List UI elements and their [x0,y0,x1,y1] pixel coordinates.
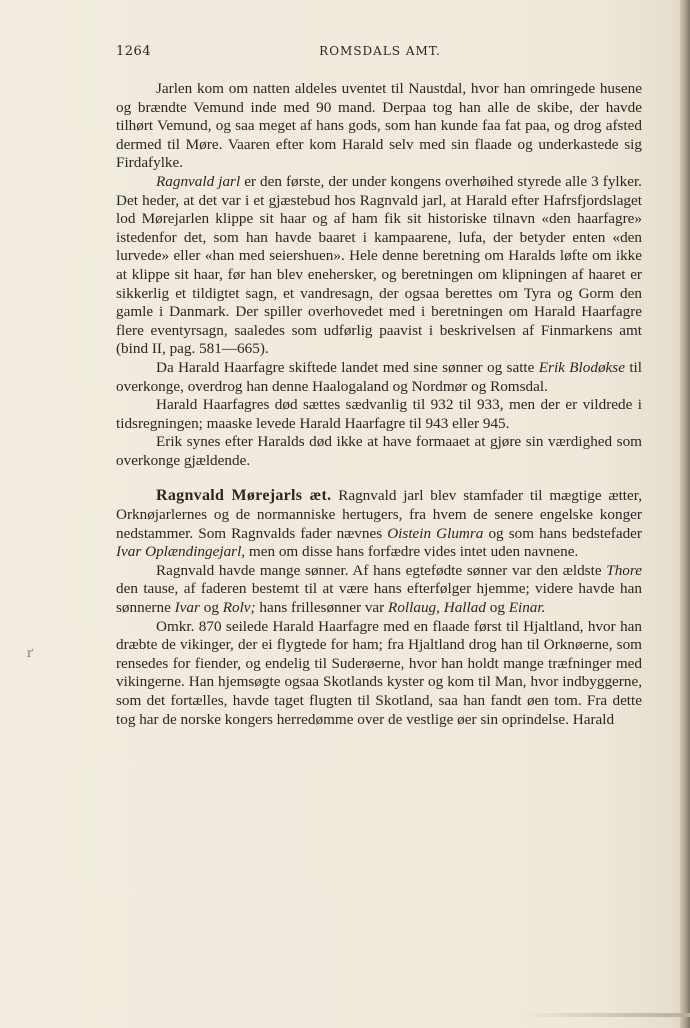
paragraph [116,562,642,618]
text-run: men om disse hans forfædre vides intet uden navnene. [245,543,579,561]
text-run: Harald Haarfagres død sættes sædvanlig til 932 til 933, men der er vildrede i tidsregningen; maaske levede Harald Haarfagre til 943 eller 945. [116,396,642,432]
italic-name: Erik Blodøkse [538,358,625,376]
text-run: Erik synes efter Haralds død ikke at have formaaet at gjøre sin værdighed som overkonge gjældende. [116,433,642,469]
text-run: og [199,599,223,617]
italic-name: Thore [606,561,642,579]
italic-name: Einar. [508,599,546,617]
italic-name: Ivar [174,599,200,617]
text-run: Ragnvald jarl blev stamfader til mægtige ætter, Orknøjarlernes og de normanniske hertugers, fra hvem de senere engelske konger nedstammer. Som Ragnvalds fader nævnes [116,487,642,542]
paragraph [116,173,642,359]
paragraph [116,80,642,173]
body-text [116,80,642,729]
paragraph [116,359,642,396]
paragraph [116,618,642,730]
paragraph [116,396,642,433]
page-number: 1264 [116,44,152,59]
text-run: Da Harald Haarfagre skiftede landet med sine sønner og satte [156,358,539,376]
page-edge [680,0,690,1028]
text-run: er den første, der under kongens overhøihed styrede alle 3 fylker. Det heder, at det var i et gjæstebud hos Ragnvald jarl, at Harald efter Hafrsfjordslaget lod Mørejarlen klippe sit haar og af ham fik sit historiske tilnavn «den haarfagre» istedenfor det, som han havde baaret i kampaarene, lufa, der betyder enten «den lurvede» eller «han med seiershuen». Hele denne beretning om Haralds løfte om ikke at klippe sit haar, før han blev enehersker, og beretningen om klipningen af haaret er sikkerlig et tildigtet sagn, et vandresagn, der ogsaa berettes om Tyra og Gorm den gamle i Danmark. Der spiller overhovedet med i beretningen om Harald Haarfagre flere eventyrsagn, saaledes som udførlig paavist i beskrivelsen af Finmarkens amt (bind II, pag. 581—665). [116,172,642,358]
italic-name: Rolv; [222,599,256,617]
section-heading: Ragnvald Mørejarls æt. [156,487,332,505]
bottom-shadow [520,1013,690,1017]
text-run: til overkonge, overdrog han denne Haalogaland og Nordmør og Romsdal. [116,358,642,395]
text-run: Omkr. 870 seilede Harald Haarfagre med en flaade først til Hjaltland, hvor han dræbte de vikinger, der ei flygtede for ham; fra Hjaltland drog han til Orknøerne, som rensedes for fiender, og endelig til Suderøerne, hvor han holdt mange træfninger med vikingerne. Han hjemsøgte ogsaa Skotlands kyster og kom til Man, hvor indbyggerne, som det fortælles, havde taget flugten til Skotland, saa han fandt øen tom. Fra dette tog har de norske kongers herredømme over de vestlige øer sin oprindelse. Harald [116,617,642,728]
running-title: ROMSDALS AMT. [319,44,441,58]
italic-name: Ivar Oplændingejarl, [116,543,246,561]
italic-name: Ragnvald jarl [156,172,241,190]
margin-mark: ґ [27,646,34,660]
text-run: Jarlen kom om natten aldeles uventet til Naustdal, hvor han omringede husene og brændte Vemund inde med 90 mand. Derpaa tog han alle de skibe, der havde tilhørt Vemund, og saa meget af hans gods, som han kunde faa fat paa, og drog afsted dermed til Møre. Vaaren efter kom Harald selv med sin flaade og underkastede sig Firdafylke. [116,80,642,172]
text-run: og [485,599,509,617]
italic-name: Oistein Glumra [387,524,484,542]
paragraph [116,433,642,470]
paragraph [116,487,642,561]
running-header [116,44,644,64]
italic-name: Rollaug, Hallad [388,599,486,617]
text-run: den tause, af faderen bestemt til at være hans efterfølger hjemme; videre havde han sønnerne [116,580,642,617]
text-run: og som hans bedstefader [483,524,642,542]
text-run: Ragnvald havde mange sønner. Af hans egtefødte sønner var den ældste [156,561,607,579]
text-run: hans frillesønner var [255,599,389,617]
